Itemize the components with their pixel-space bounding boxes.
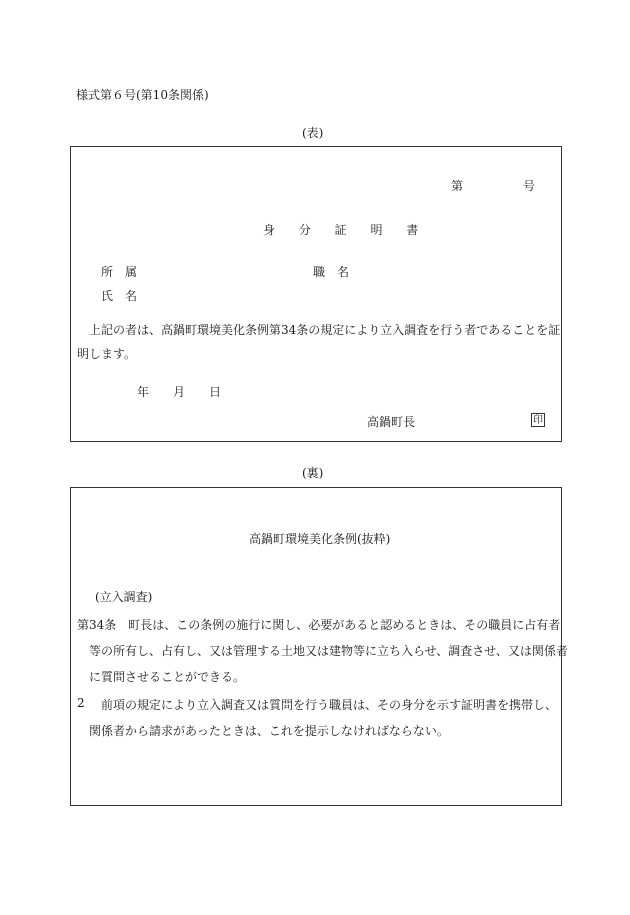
certificate-title: 身 分 証 明 書 (263, 223, 429, 237)
article34-line3: に質問させることができる。 (89, 670, 246, 684)
excerpt-title: 高鍋町環境美化条例(抜粋) (249, 532, 391, 546)
certificate-body-line2: 明します。 (77, 347, 137, 361)
paragraph2-line1: 前項の規定により立入調査又は質問を行う職員は、その身分を示す証明書を携帯し、 (101, 698, 558, 712)
date-year-label: 年 (137, 385, 150, 399)
number-go: 号 (523, 179, 536, 193)
paragraph2-line2: 関係者から請求があったときは、これを提示しなければならない。 (89, 724, 449, 738)
form-number: 様式第６号(第10条関係) (76, 88, 209, 102)
date-day-label: 日 (209, 385, 222, 399)
field-name-label: 氏 名 (101, 289, 138, 303)
issuer-name: 高鍋町長 (367, 415, 416, 429)
date-month-label: 月 (173, 385, 186, 399)
field-position-label: 職 名 (313, 265, 350, 279)
back-excerpt-box (70, 487, 568, 806)
article-caption: (立入調査) (95, 590, 153, 604)
paragraph2-number: 2 (77, 696, 85, 710)
number-dai: 第 (451, 179, 464, 193)
back-side-label: (裏) (302, 466, 324, 480)
certificate-body-line1: 上記の者は、高鍋町環境美化条例第34条の規定により立入調査を行う者であることを証 (89, 323, 561, 337)
field-affiliation-label: 所 属 (101, 265, 138, 279)
front-certificate-box (70, 146, 562, 442)
front-side-label: (表) (302, 126, 324, 140)
article34-line1: 第34条 町長は、この条例の施行に関し、必要があると認めるときは、その職員に占有者 (77, 618, 561, 632)
seal-mark (531, 412, 545, 427)
seal-text: 印 (533, 415, 543, 426)
article34-line2: 等の所有し、占有し、又は管理する土地又は建物等に立ち入らせ、調査させ、又は関係者 (89, 644, 568, 658)
